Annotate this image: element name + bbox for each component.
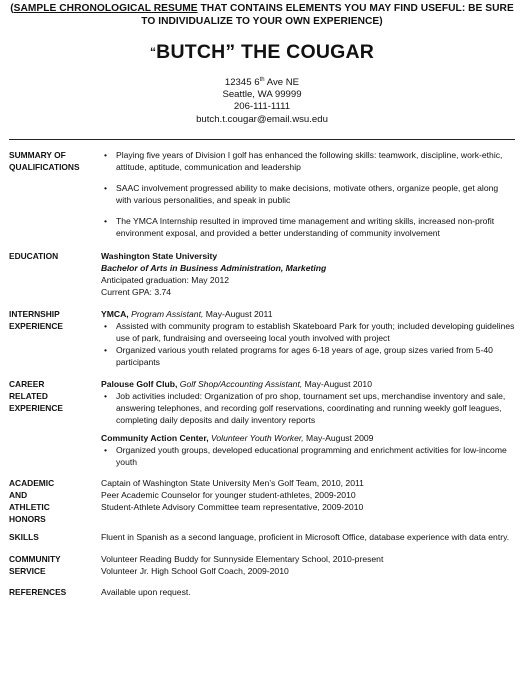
- job-heading: [101, 378, 515, 390]
- label-line: ATHLETIC: [9, 501, 50, 512]
- list-item: Captain of Washington State University Men’s Golf Team, 2010, 2011: [101, 477, 364, 488]
- section-label: [9, 308, 101, 368]
- candidate-name: [9, 40, 515, 64]
- list-item: Student-Athlete Advisory Committee team representative, 2009-2010: [101, 501, 364, 512]
- job-role: Golf Shop/Accounting Assistant,: [177, 378, 303, 389]
- header-divider: [9, 139, 515, 140]
- section-label: [9, 149, 101, 239]
- notice-rest: THAT CONTAINS ELEMENTS YOU MAY FIND USEFUL: BE SURE: [197, 3, 514, 14]
- summary-list: [101, 149, 515, 239]
- career-section: [9, 378, 515, 468]
- notice-line-1: [9, 3, 515, 16]
- job-list: [101, 444, 515, 468]
- references-text: Available upon request.: [101, 586, 191, 597]
- graduation-date: Anticipated graduation: May 2012: [101, 274, 230, 285]
- job-role: Program Assistant,: [128, 308, 204, 319]
- section-content: [101, 308, 515, 368]
- skills-section: [9, 531, 515, 543]
- references-section: [9, 586, 515, 598]
- notice-open-paren: (: [10, 3, 14, 14]
- honors-section: [9, 477, 515, 525]
- list-item: Volunteer Jr. High School Golf Coach, 2009-2010: [101, 565, 289, 576]
- label-line: RELATED: [9, 390, 48, 401]
- section-label: [9, 553, 101, 577]
- internship-list: [101, 320, 515, 368]
- city-state-zip: Seattle, WA 99999: [222, 89, 302, 101]
- service-section: [9, 553, 515, 577]
- label-line: COMMUNITY: [9, 553, 61, 564]
- label-line: INTERNSHIP: [9, 308, 60, 319]
- section-content: [101, 149, 515, 239]
- education-section: [9, 250, 515, 298]
- label-line: QUALIFICATIONS: [9, 161, 80, 172]
- name-text: BUTCH” THE COUGAR: [156, 41, 375, 63]
- notice-underlined: SAMPLE CHRONOLOGICAL RESUME: [13, 3, 198, 14]
- job-heading: [101, 432, 515, 444]
- section-label: [9, 378, 101, 468]
- street-address: [9, 77, 515, 89]
- phone-number: 206-111-1111: [233, 101, 291, 113]
- job-list: [101, 390, 515, 426]
- skills-text: Fluent in Spanish as a second language, proficient in Microsoft Office, database experience with data entry.: [101, 531, 510, 542]
- section-content: [101, 378, 515, 468]
- list-item: • Job activities included: Organization of pro shop, tournament set ups, merchandise inventory and sale, answering telephones, and recording golf reservations, coordinating and running weekly golf leagues, completing daily deposits and daily inventory reports: [101, 390, 515, 426]
- label-line: SUMMARY OF: [9, 149, 66, 160]
- section-label: REFERENCES: [9, 586, 67, 597]
- label-line: CAREER: [9, 378, 45, 389]
- internship-section: [9, 308, 515, 368]
- list-item: • Organized youth groups, developed educational programming and enrichment activities for low-income youth: [101, 444, 515, 468]
- label-line: SERVICE: [9, 565, 46, 576]
- label-line: ACADEMIC: [9, 477, 55, 488]
- section-label: [9, 477, 101, 525]
- label-line: EXPERIENCE: [9, 320, 63, 331]
- street-ordinal: th: [259, 77, 265, 83]
- list-item: • Assisted with community program to establish Skateboard Park for youth; included developing guidelines use of park, fundraising and overseeing local youth involved with project: [101, 320, 515, 344]
- school-name: Washington State University: [101, 250, 218, 261]
- label-line: HONORS: [9, 513, 46, 524]
- job-dates: May-August 2011: [203, 308, 273, 319]
- job-org: Palouse Golf Club,: [101, 378, 178, 389]
- job-dates: May-August 2010: [302, 378, 372, 389]
- section-content: [101, 553, 515, 577]
- list-item: Volunteer Reading Buddy for Sunnyside Elementary School, 2010-present: [101, 553, 384, 564]
- sample-notice: [9, 3, 515, 28]
- section-label: SKILLS: [9, 531, 39, 542]
- list-item: • Playing five years of Division I golf has enhanced the following skills: teamwork, discipline, work-ethic, attitude, aptitude, communication and leadership: [101, 149, 515, 173]
- label-line: EXPERIENCE: [9, 402, 63, 413]
- email-address[interactable]: butch.t.cougar@email.wsu.edu: [196, 113, 328, 125]
- section-label: EDUCATION: [9, 250, 59, 261]
- job-org: YMCA,: [101, 308, 129, 319]
- street-number: 12345 6: [224, 77, 260, 88]
- notice-line-2: TO INDIVIDUALIZE TO YOUR OWN EXPERIENCE): [141, 15, 383, 27]
- street-name: Ave NE: [264, 77, 300, 88]
- job-heading: [101, 308, 515, 320]
- list-item: • SAAC involvement progressed ability to make decisions, motivate others, organize people, get along with various personalities, and speak in public: [101, 182, 515, 206]
- summary-section: [9, 149, 515, 239]
- name-open-quote: “: [149, 45, 157, 59]
- job-dates: May-August 2009: [303, 432, 374, 443]
- section-content: [101, 250, 515, 298]
- list-item: Peer Academic Counselor for younger student-athletes, 2009-2010: [101, 489, 356, 500]
- contact-block: [9, 77, 515, 126]
- list-item: • The YMCA Internship resulted in improved time management and writing skills, increased non-profit environment exposal, and provided a better understanding of community involvement: [101, 215, 515, 239]
- section-content: [101, 477, 515, 525]
- gpa: Current GPA: 3.74: [101, 286, 172, 297]
- label-line: AND: [9, 489, 28, 500]
- job-org: Community Action Center,: [101, 432, 209, 443]
- list-item: • Organized various youth related programs for ages 6-18 years of age, group sizes varied from 5-40 participants: [101, 344, 515, 368]
- degree: Bachelor of Arts in Business Administration, Marketing: [101, 262, 327, 273]
- job-role: Volunteer Youth Worker,: [208, 432, 304, 443]
